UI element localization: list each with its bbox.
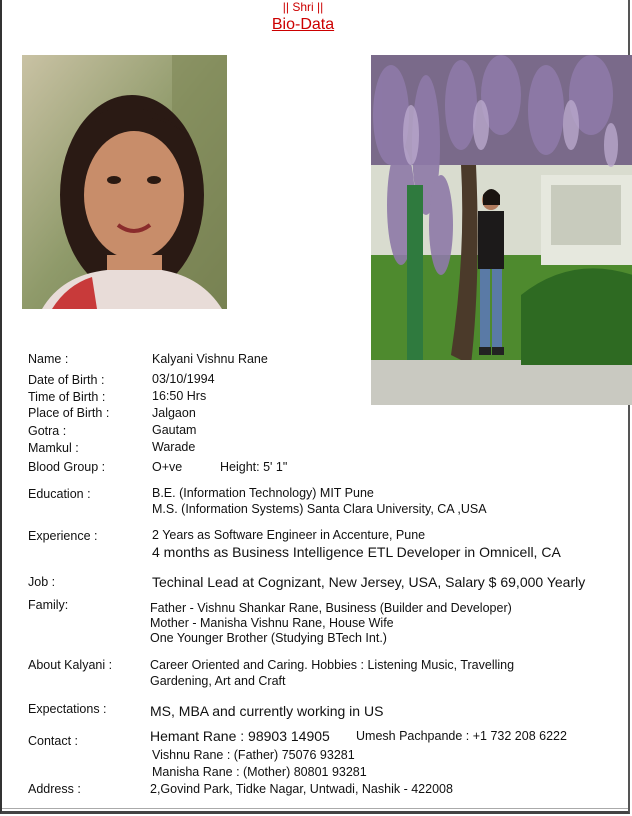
about-line-2: Gardening, Art and Craft bbox=[150, 674, 286, 688]
gotra-value: Gautam bbox=[152, 423, 197, 437]
dob-value: 03/10/1994 bbox=[152, 372, 215, 386]
dob-label: Date of Birth : bbox=[28, 373, 105, 387]
education-label: Education : bbox=[28, 487, 91, 501]
gotra-label: Gotra : bbox=[28, 424, 67, 438]
mamkul-value: Warade bbox=[152, 440, 196, 454]
pob-value: Jalgaon bbox=[152, 406, 196, 420]
blood-value: O+ve bbox=[152, 460, 183, 474]
about-label: About Kalyani : bbox=[28, 658, 113, 672]
blood-label: Blood Group : bbox=[28, 460, 106, 474]
address-label: Address : bbox=[28, 782, 81, 796]
contact-line-3: Manisha Rane : (Mother) 80801 93281 bbox=[152, 765, 367, 779]
family-line-1: Father - Vishnu Shankar Rane, Business (Builder and Developer) bbox=[150, 601, 512, 615]
name-label: Name : bbox=[28, 352, 69, 366]
experience-line-1: 2 Years as Software Engineer in Accenture, Pune bbox=[152, 528, 426, 542]
tob-value: 16:50 Hrs bbox=[152, 389, 207, 403]
expectations-value: MS, MBA and currently working in US bbox=[150, 703, 384, 719]
contact-line-2: Vishnu Rane : (Father) 75076 93281 bbox=[152, 748, 355, 762]
portrait-photo bbox=[22, 55, 227, 309]
contact-line-1a: Hemant Rane : 98903 14905 bbox=[150, 728, 330, 744]
bottom-rule bbox=[2, 808, 628, 809]
garden-photo bbox=[371, 55, 632, 405]
pob-label: Place of Birth : bbox=[28, 406, 110, 420]
contact-label: Contact : bbox=[28, 734, 79, 748]
about-line-1: Career Oriented and Caring. Hobbies : Listening Music, Travelling bbox=[150, 658, 515, 672]
education-line-2: M.S. (Information Systems) Santa Clara University, CA ,USA bbox=[152, 502, 487, 516]
mamkul-label: Mamkul : bbox=[28, 441, 79, 455]
expectations-label: Expectations : bbox=[28, 702, 107, 716]
job-value: Techinal Lead at Cognizant, New Jersey, USA, Salary $ 69,000 Yearly bbox=[152, 574, 586, 590]
education-line-1: B.E. (Information Technology) MIT Pune bbox=[152, 486, 374, 500]
experience-line-2: 4 months as Business Intelligence ETL Developer in Omnicell, CA bbox=[152, 544, 561, 560]
name-value: Kalyani Vishnu Rane bbox=[152, 352, 268, 366]
address-value: 2,Govind Park, Tidke Nagar, Untwadi, Nashik - 422008 bbox=[150, 782, 453, 796]
header-shri: || Shri || bbox=[282, 0, 324, 14]
family-line-3: One Younger Brother (Studying BTech Int.) bbox=[150, 631, 387, 645]
height-value: Height: 5' 1" bbox=[220, 460, 288, 474]
family-line-2: Mother - Manisha Vishnu Rane, House Wife bbox=[150, 616, 394, 630]
contact-line-1b: Umesh Pachpande : +1 732 208 6222 bbox=[356, 729, 567, 743]
experience-label: Experience : bbox=[28, 529, 98, 543]
job-label: Job : bbox=[28, 575, 56, 589]
page-title: Bio-Data bbox=[271, 16, 335, 33]
family-label: Family: bbox=[28, 598, 69, 612]
tob-label: Time of Birth : bbox=[28, 390, 106, 404]
